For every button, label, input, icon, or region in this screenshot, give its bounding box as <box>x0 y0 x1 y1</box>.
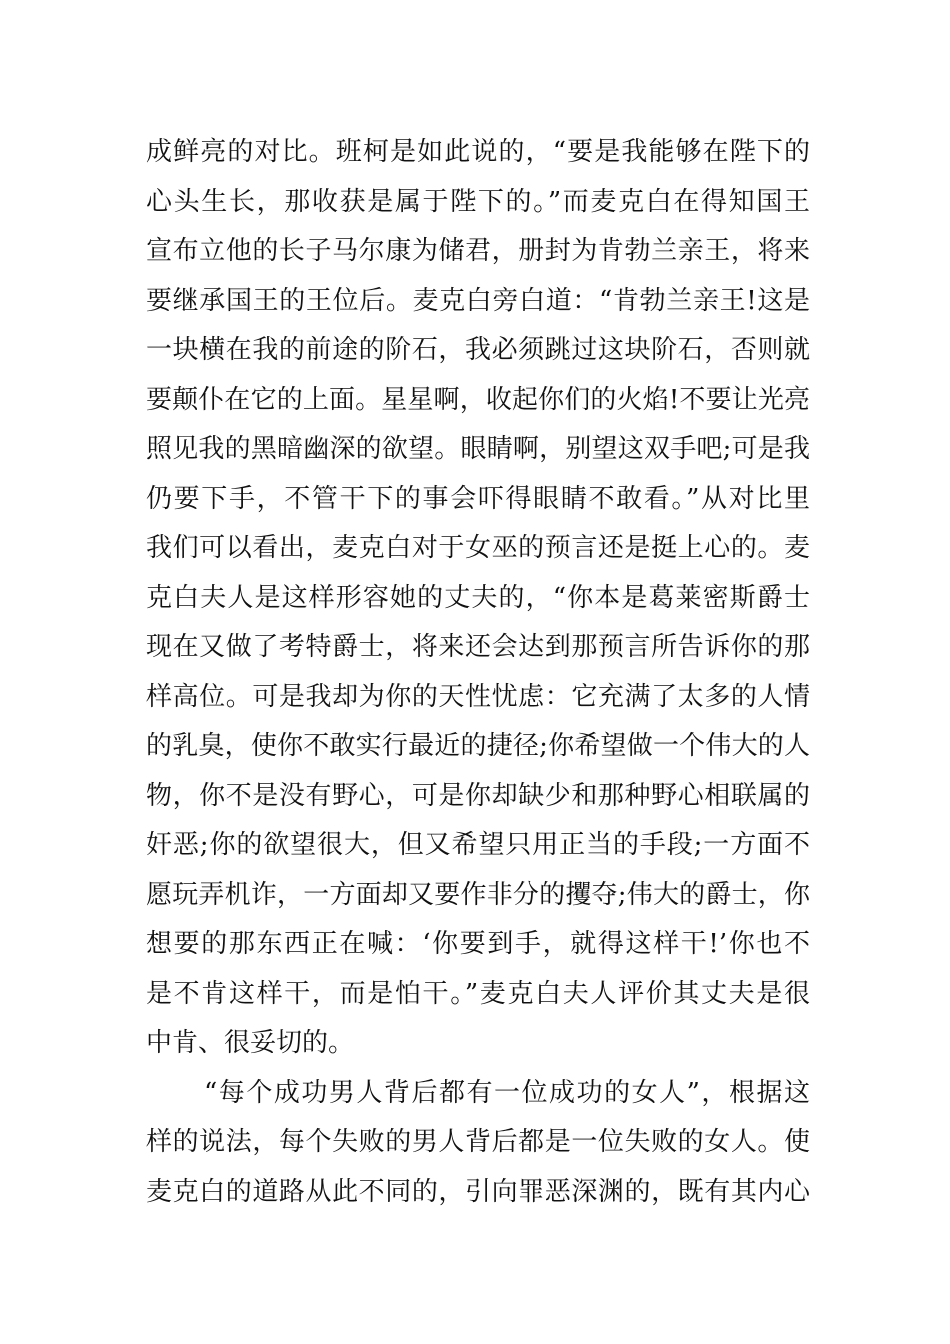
body-text <box>146 128 810 1217</box>
text-line: 仍要下手，不管干下的事会吓得眼睛不敢看。”从对比里 <box>146 483 810 514</box>
text-line: 一块横在我的前途的阶石，我必须跳过这块阶石，否则就 <box>146 335 810 365</box>
text-line: 中肯、很妥切的。 <box>146 1028 355 1058</box>
text-line: 样的说法，每个失败的男人背后都是一位失败的女人。使 <box>146 1127 810 1157</box>
paragraph-1 <box>146 128 810 1069</box>
text-line: 物，你不是没有野心，可是你却缺少和那种野心相联属的 <box>146 780 810 811</box>
text-line: 想要的那东西正在喊：‘你要到手，就得这样干!’你也不 <box>146 929 810 959</box>
text-line: 克白夫人是这样形容她的丈夫的，“你本是葛莱密斯爵士 <box>146 582 810 613</box>
text-line: 奸恶;你的欲望很大，但又希望只用正当的手段;一方面不 <box>146 830 810 860</box>
text-line: “每个成功男人背后都有一位成功的女人”，根据这 <box>204 1077 810 1108</box>
paragraph-2 <box>146 1069 810 1218</box>
text-line: 成鲜亮的对比。班柯是如此说的，“要是我能够在陛下的 <box>146 137 810 167</box>
text-line: 样高位。可是我却为你的天性忧虑：它充满了太多的人情 <box>146 681 810 712</box>
text-line: 麦克白的道路从此不同的，引向罪恶深渊的，既有其内心 <box>146 1176 810 1207</box>
text-line: 照见我的黑暗幽深的欲望。眼睛啊，别望这双手吧;可是我 <box>146 434 810 464</box>
text-line: 是不肯这样干，而是怕干。”麦克白夫人评价其丈夫是很 <box>146 978 810 1009</box>
text-line: 愿玩弄机诈，一方面却又要作非分的攫夺;伟大的爵士，你 <box>146 879 810 910</box>
text-line: 现在又做了考特爵士，将来还会达到那预言所告诉你的那 <box>146 632 810 662</box>
text-line: 要继承国王的王位后。麦克白旁白道：“肯勃兰亲王!这是 <box>146 285 810 316</box>
text-line: 宣布立他的长子马尔康为储君，册封为肯勃兰亲王，将来 <box>146 236 810 266</box>
text-line: 我们可以看出，麦克白对于女巫的预言还是挺上心的。麦 <box>146 533 810 563</box>
text-line: 心头生长，那收获是属于陛下的。”而麦克白在得知国王 <box>146 186 810 217</box>
text-line: 要颠仆在它的上面。星星啊，收起你们的火焰!不要让光亮 <box>146 384 810 415</box>
text-line: 的乳臭，使你不敢实行最近的捷径;你希望做一个伟大的人 <box>146 731 810 761</box>
